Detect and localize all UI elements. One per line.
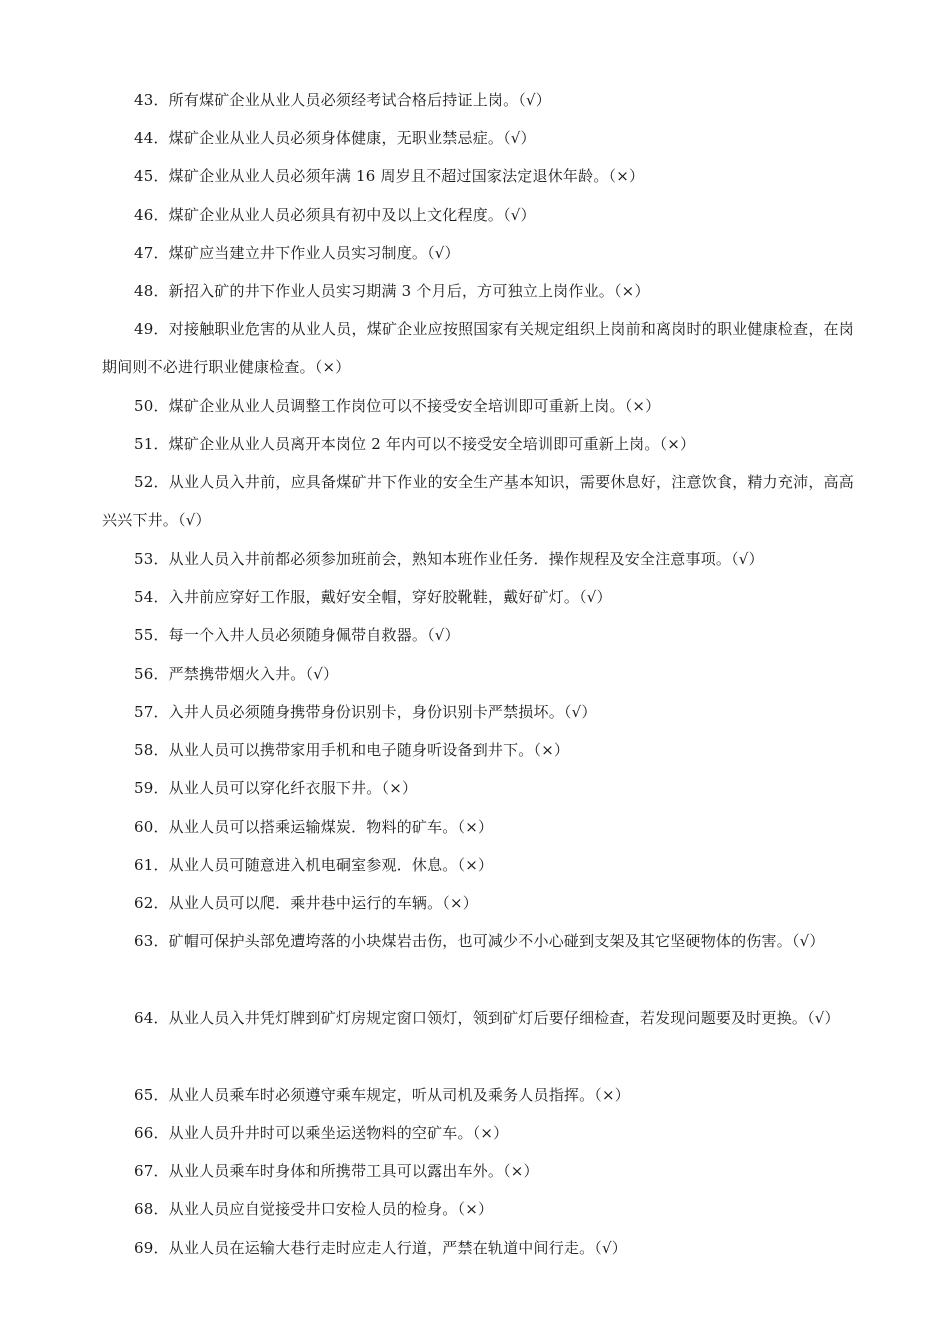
- question-text: 58．从业人员可以携带家用手机和电子随身听设备到井下。（×）: [134, 741, 570, 759]
- question-44: [102, 119, 854, 157]
- question-54: [102, 578, 854, 616]
- question-69: [102, 1229, 854, 1267]
- question-63: [102, 922, 854, 960]
- question-50: [102, 387, 854, 425]
- question-49: [102, 310, 854, 386]
- question-66: [102, 1114, 854, 1152]
- question-text: 52．从业人员入井前，应具备煤矿井下作业的安全生产基本知识，需要休息好，注意饮食，精力充沛，高高兴兴下井。（√）: [102, 473, 854, 529]
- question-67: [102, 1152, 854, 1190]
- question-text: 64．从业人员入井凭灯牌到矿灯房规定窗口领灯，领到矿灯后要仔细检查，若发现问题要及时更换。（√）: [134, 1009, 840, 1027]
- question-57: [102, 693, 854, 731]
- question-55: [102, 616, 854, 654]
- question-text: 49．对接触职业危害的从业人员，煤矿企业应按照国家有关规定组织上岗前和离岗时的职业健康检查，在岗期间则不必进行职业健康检查。（×）: [102, 320, 854, 376]
- question-65: [102, 1076, 854, 1114]
- question-text: 54．入井前应穿好工作服，戴好安全帽，穿好胶靴鞋，戴好矿灯。（√）: [134, 588, 612, 606]
- question-47: [102, 234, 854, 272]
- question-58: [102, 731, 854, 769]
- question-43: [102, 81, 854, 119]
- question-51: [102, 425, 854, 463]
- question-text: 50．煤矿企业从业人员调整工作岗位可以不接受安全培训即可重新上岗。（×）: [134, 397, 661, 415]
- question-48: [102, 272, 854, 310]
- question-text: 51．煤矿企业从业人员离开本岗位 2 年内可以不接受安全培训即可重新上岗。（×）: [134, 435, 696, 453]
- question-text: 48．新招入矿的井下作业人员实习期满 3 个月后，方可独立上岗作业。（×）: [134, 282, 650, 300]
- question-46: [102, 196, 854, 234]
- question-text: 45．煤矿企业从业人员必须年满 16 周岁且不超过国家法定退休年龄。（×）: [134, 167, 645, 185]
- question-text: 61．从业人员可随意进入机电硐室参观．休息。（×）: [134, 856, 494, 874]
- question-text: 63．矿帽可保护头部免遭垮落的小块煤岩击伤，也可减少不小心碰到支架及其它坚硬物体的伤害。（√）: [134, 932, 825, 950]
- question-64: [102, 999, 854, 1037]
- question-45: [102, 157, 854, 195]
- question-text: 46．煤矿企业从业人员必须具有初中及以上文化程度。（√）: [134, 206, 536, 224]
- question-text: 53．从业人员入井前都必须参加班前会，熟知本班作业任务．操作规程及安全注意事项。（√）: [134, 550, 764, 568]
- question-text: 57．入井人员必须随身携带身份识别卡，身份识别卡严禁损坏。（√）: [134, 703, 597, 721]
- question-text: 59．从业人员可以穿化纤衣服下井。（×）: [134, 779, 418, 797]
- question-text: 56．严禁携带烟火入井。（√）: [134, 665, 339, 683]
- question-text: 66．从业人员升井时可以乘坐运送物料的空矿车。（×）: [134, 1124, 509, 1142]
- question-text: 67．从业人员乘车时身体和所携带工具可以露出车外。（×）: [134, 1162, 539, 1180]
- question-59: [102, 769, 854, 807]
- question-text: 65．从业人员乘车时必须遵守乘车规定，听从司机及乘务人员指挥。（×）: [134, 1086, 630, 1104]
- question-68: [102, 1190, 854, 1228]
- question-text: 69．从业人员在运输大巷行走时应走人行道，严禁在轨道中间行走。（√）: [134, 1239, 627, 1257]
- question-text: 62．从业人员可以爬．乘井巷中运行的车辆。（×）: [134, 894, 478, 912]
- question-60: [102, 808, 854, 846]
- question-62: [102, 884, 854, 922]
- question-56: [102, 655, 854, 693]
- question-61: [102, 846, 854, 884]
- question-text: 44．煤矿企业从业人员必须身体健康，无职业禁忌症。（√）: [134, 129, 536, 147]
- question-text: 68．从业人员应自觉接受井口安检人员的检身。（×）: [134, 1200, 494, 1218]
- question-53: [102, 540, 854, 578]
- question-text: 43．所有煤矿企业从业人员必须经考试合格后持证上岗。（√）: [134, 91, 551, 109]
- question-text: 47．煤矿应当建立井下作业人员实习制度。（√）: [134, 244, 460, 262]
- question-text: 55．每一个入井人员必须随身佩带自救器。（√）: [134, 626, 460, 644]
- question-52: [102, 463, 854, 539]
- question-text: 60．从业人员可以搭乘运输煤炭．物料的矿车。（×）: [134, 818, 494, 836]
